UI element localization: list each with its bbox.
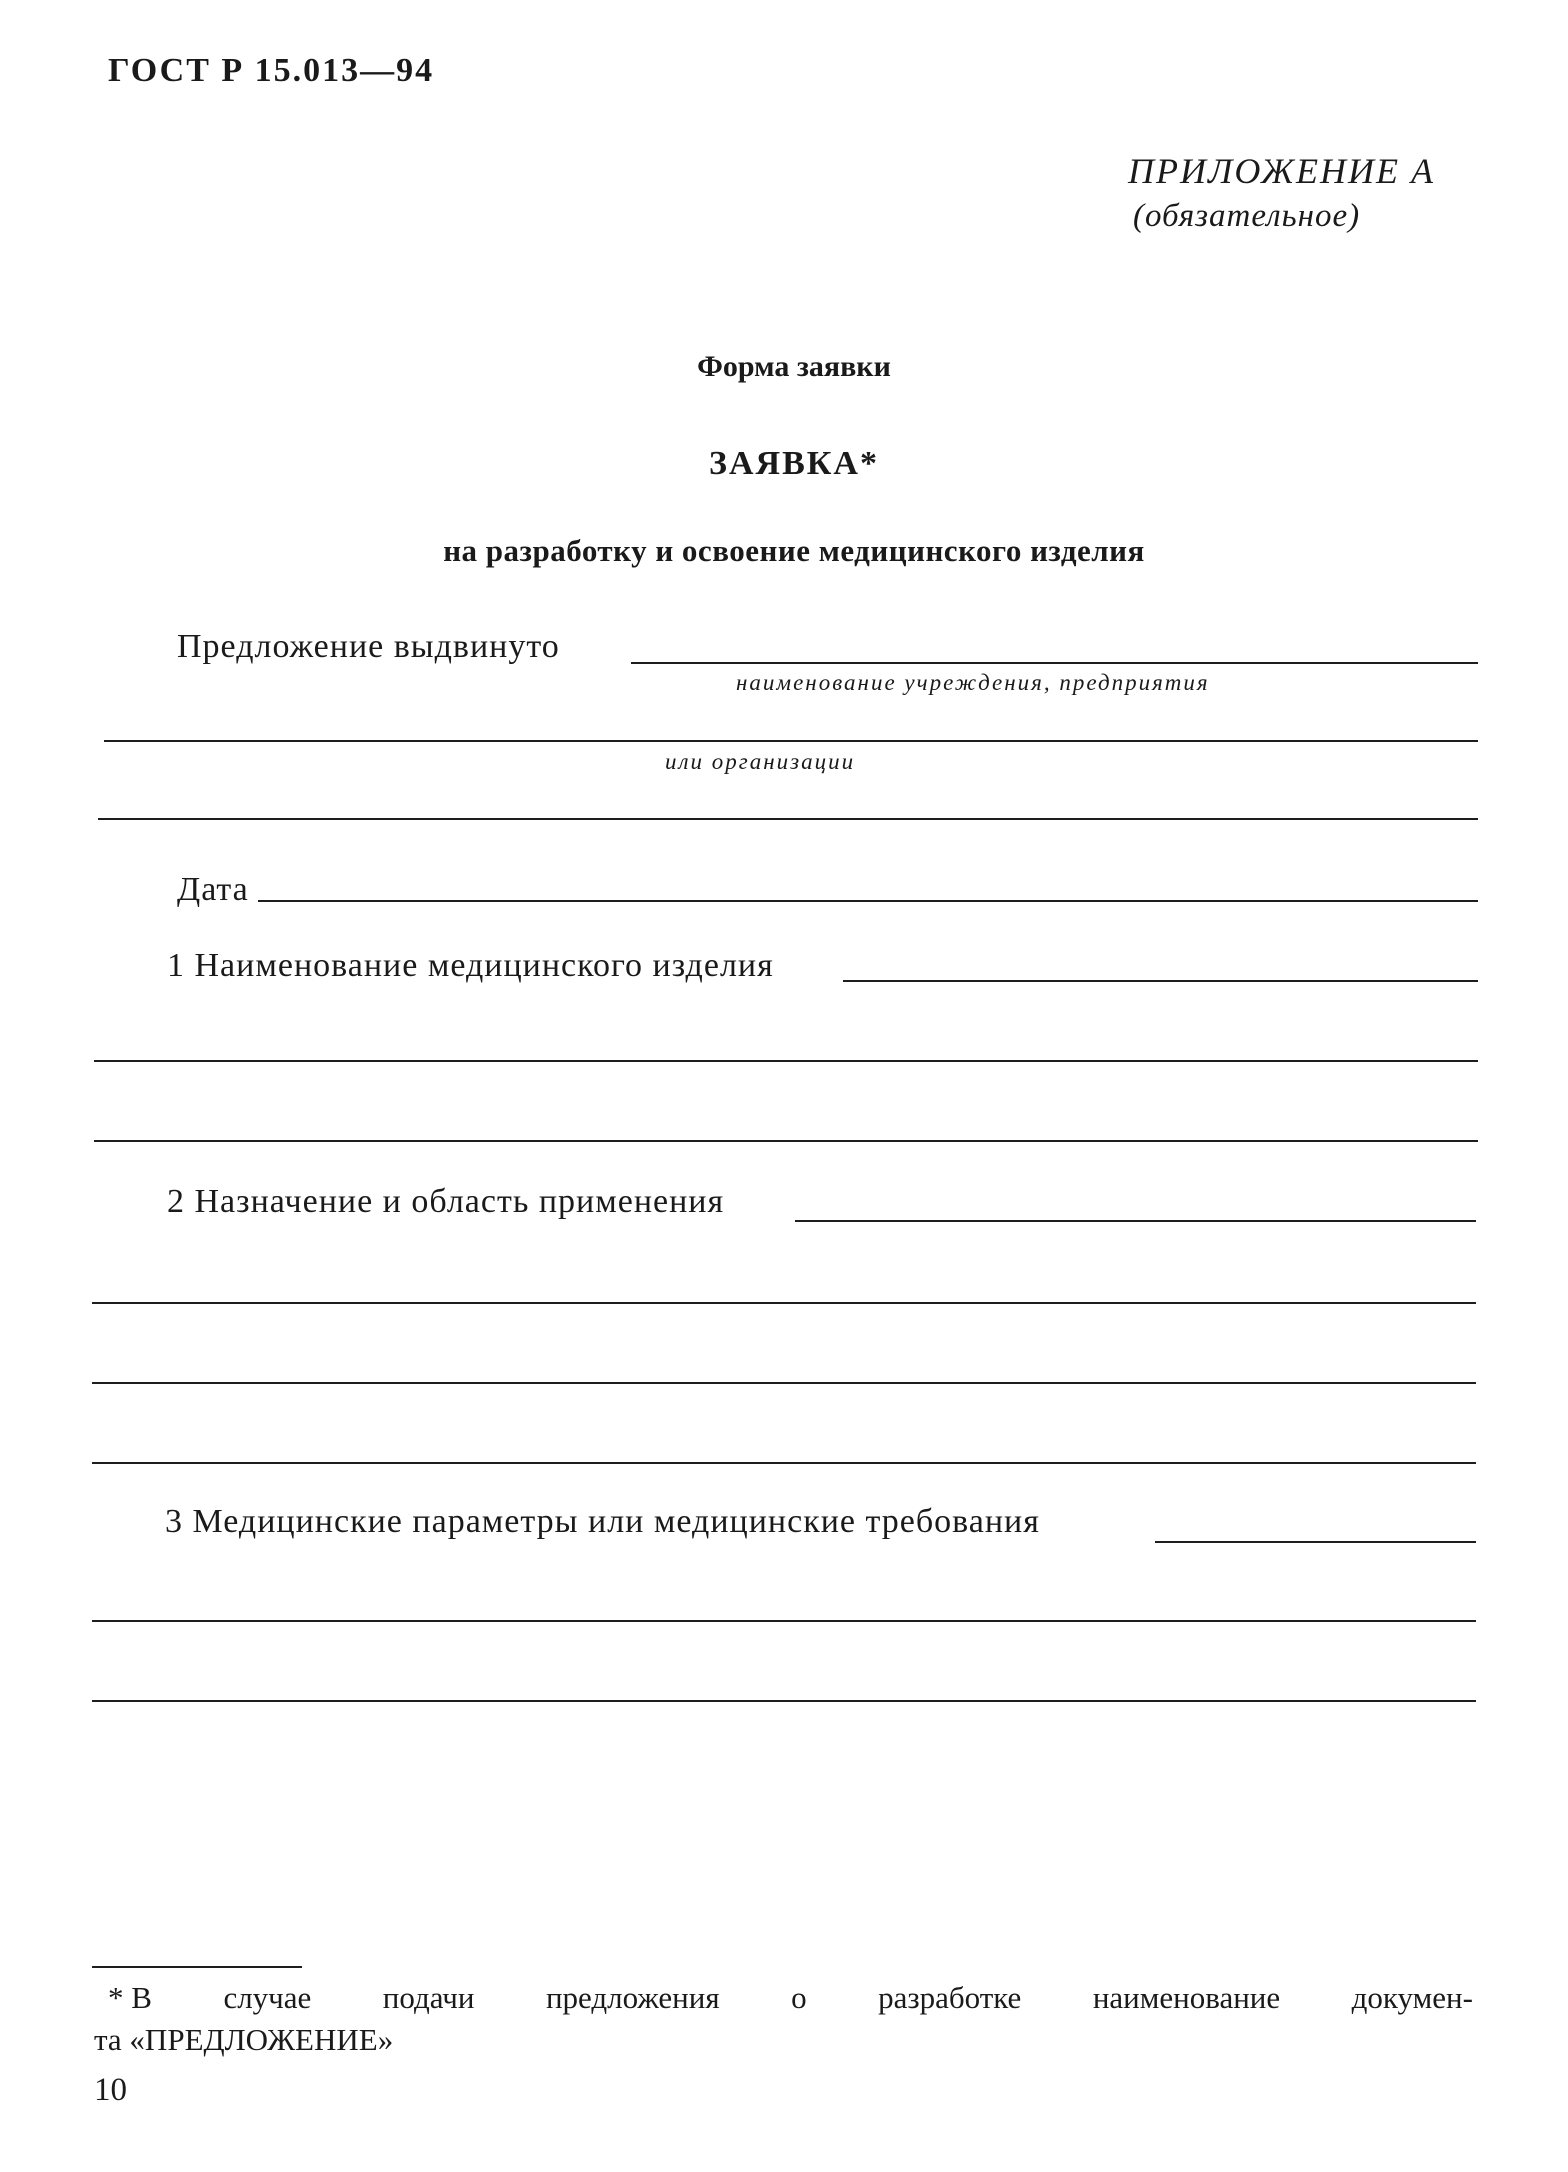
date-label: Дата <box>177 871 249 908</box>
proposed-by-line-3[interactable] <box>98 818 1478 820</box>
date-line[interactable] <box>258 900 1478 902</box>
footnote-word: о <box>791 1980 807 2015</box>
footnote-word: * В <box>108 1980 152 2015</box>
proposed-by-label: Предложение выдвинуто <box>177 628 560 665</box>
proposed-by-line-2[interactable] <box>104 740 1478 742</box>
item3-line-1[interactable] <box>1155 1541 1476 1543</box>
item1-label: 1 Наименование медицинского изделия <box>167 947 774 984</box>
footnote-word: разработке <box>878 1980 1022 2015</box>
item3-label: 3 Медицинские параметры или медицинские требования <box>165 1503 1040 1540</box>
form-title: ЗАЯВКА* <box>709 445 879 482</box>
item2-line-3[interactable] <box>92 1382 1476 1384</box>
item2-line-4[interactable] <box>92 1462 1476 1464</box>
proposed-by-line-1[interactable] <box>631 662 1478 664</box>
item2-label: 2 Назначение и область применения <box>167 1183 725 1220</box>
proposed-by-hint-2: или организации <box>665 749 856 774</box>
appendix-title: ПРИЛОЖЕНИЕ А <box>1128 151 1435 191</box>
footnote-word: случае <box>223 1980 312 2015</box>
item3-line-2[interactable] <box>92 1620 1476 1622</box>
footnote-word: подачи <box>382 1980 475 2015</box>
footnote-line-2: та «ПРЕДЛОЖЕНИЕ» <box>94 2022 394 2057</box>
item2-line-1[interactable] <box>795 1220 1476 1222</box>
footnote-rule <box>92 1966 302 1968</box>
document-code: ГОСТ Р 15.013—94 <box>108 52 435 89</box>
item3-line-3[interactable] <box>92 1700 1476 1702</box>
footnote-line-1 <box>108 1980 1473 2016</box>
footnote-word: наименование <box>1092 1980 1281 2015</box>
item1-line-1[interactable] <box>843 980 1478 982</box>
footnote-word: докумен- <box>1351 1980 1473 2015</box>
page-number: 10 <box>94 2072 127 2108</box>
item1-line-2[interactable] <box>94 1060 1478 1062</box>
item2-line-2[interactable] <box>92 1302 1476 1304</box>
proposed-by-hint-1: наименование учреждения, предприятия <box>736 670 1210 695</box>
form-label: Форма заявки <box>697 350 891 383</box>
item1-line-3[interactable] <box>94 1140 1478 1142</box>
footnote-word: предложения <box>545 1980 720 2015</box>
appendix-status: (обязательное) <box>1133 198 1361 234</box>
form-subtitle: на разработку и освоение медицинского изделия <box>443 533 1145 568</box>
